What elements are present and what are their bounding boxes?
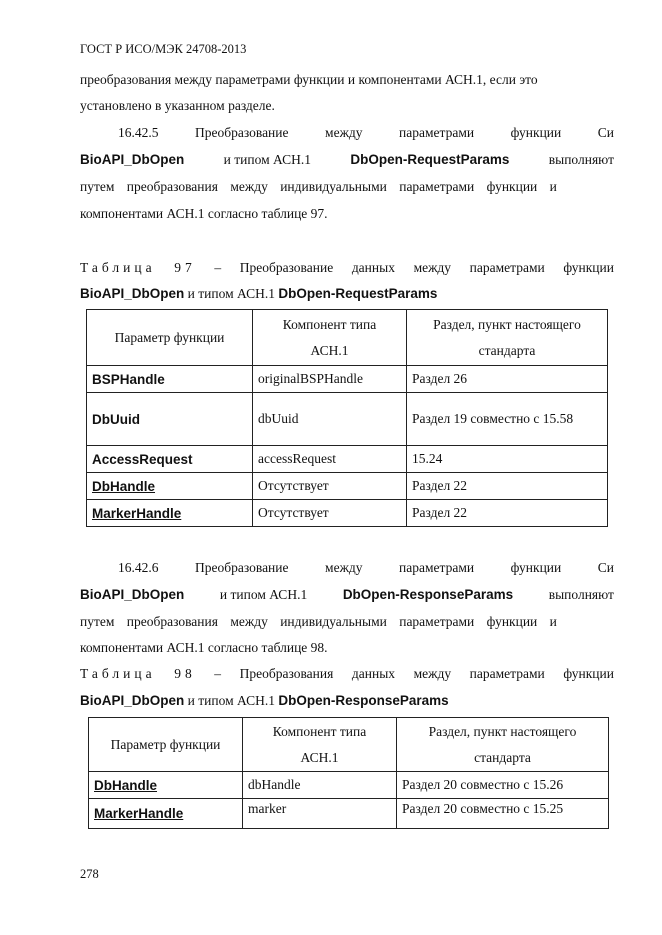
header-cell: Параметр функции (87, 310, 253, 366)
caption-word: между (413, 260, 452, 275)
clause-number: 16.42.6 (118, 560, 159, 575)
para2-line4: компонентами АСН.1 согласно таблице 97. (80, 206, 328, 221)
text: и типом АСН.1 (184, 286, 279, 301)
component-cell: dbHandle (243, 772, 397, 799)
caption-word: параметрами (469, 666, 545, 681)
header-cell: Раздел, пункт настоящего стандарта (397, 718, 609, 772)
text: путем преобразования между индивидуальными параметрами функции и (80, 179, 557, 194)
header-cell: Компонент типа АСН.1 (243, 718, 397, 772)
table97-caption (80, 259, 614, 277)
para1-line1 (80, 71, 614, 89)
table-row (87, 366, 608, 393)
caption-word: функции (563, 260, 614, 275)
component-cell: Отсутствует (253, 500, 407, 527)
word: функции (510, 560, 562, 575)
function-name: BioAPI_DbOpen (80, 587, 185, 602)
section-cell: Раздел 20 совместно с 15.25 (397, 799, 609, 829)
caption-word: данных (351, 666, 396, 681)
word: между (325, 125, 363, 140)
section-cell: Раздел 26 (407, 366, 608, 393)
para3-line3 (80, 613, 614, 631)
table-row (87, 393, 608, 446)
function-name: BioAPI_DbOpen (80, 152, 185, 167)
para2-line2 (80, 151, 614, 169)
table-header-row (87, 310, 608, 366)
component-cell: Отсутствует (253, 473, 407, 500)
component-cell: dbUuid (253, 393, 407, 446)
word: Преобразование (195, 125, 289, 140)
component-cell: accessRequest (253, 446, 407, 473)
header-cell: Раздел, пункт настоящего стандарта (407, 310, 608, 366)
type-name: DbOpen-ResponseParams (342, 587, 514, 602)
caption-word: – (214, 666, 222, 681)
caption-word: – (214, 260, 222, 275)
para2-line1 (118, 124, 614, 142)
table-header-row (89, 718, 609, 772)
para3-line2 (80, 586, 614, 604)
para2-line3 (80, 178, 614, 196)
section-cell: 15.24 (407, 446, 608, 473)
word: функции (510, 125, 562, 140)
clause-number: 16.42.5 (118, 125, 159, 140)
word: Си (597, 560, 614, 575)
text: выполняют (548, 152, 614, 167)
table-row (87, 473, 608, 500)
param-cell: DbHandle (89, 772, 243, 799)
caption-word: Преобразование (239, 260, 334, 275)
param-cell: MarkerHandle (89, 799, 243, 829)
param-cell: MarkerHandle (87, 500, 253, 527)
para3-line4: компонентами АСН.1 согласно таблице 98. (80, 640, 328, 655)
word: Преобразование (195, 560, 289, 575)
param-cell: DbHandle (87, 473, 253, 500)
text: и типом АСН.1 (184, 693, 279, 708)
caption-word: между (413, 666, 452, 681)
caption-word: Таблица (80, 260, 156, 275)
table-97 (86, 309, 608, 527)
param-cell: BSPHandle (87, 366, 253, 393)
table98-caption (80, 665, 614, 683)
caption-word: 97 (174, 260, 196, 275)
section-cell: Раздел 22 (407, 500, 608, 527)
section-cell: Раздел 19 совместно с 15.58 (407, 393, 608, 446)
type-name: DbOpen-RequestParams (350, 152, 510, 167)
text: и типом АСН.1 (223, 152, 311, 167)
para1-line1-text: преобразования между параметрами функции и компонентами АСН.1, если это (80, 72, 538, 87)
table98-caption-line2 (80, 692, 449, 710)
type-name: DbOpen-ResponseParams (278, 693, 449, 708)
caption-word: функции (563, 666, 614, 681)
component-cell: marker (243, 799, 397, 829)
page-number: 278 (80, 867, 99, 881)
caption-word: Таблица (80, 666, 156, 681)
para3-line1 (118, 559, 614, 577)
text: путем преобразования между индивидуальными параметрами функции и (80, 614, 557, 629)
caption-word: 98 (174, 666, 196, 681)
table-row (89, 772, 609, 799)
section-cell: Раздел 20 совместно с 15.26 (397, 772, 609, 799)
table-98 (88, 717, 609, 829)
section-cell: Раздел 22 (407, 473, 608, 500)
text: выполняют (548, 587, 614, 602)
word: между (325, 560, 363, 575)
table-row (87, 500, 608, 527)
function-name: BioAPI_DbOpen (80, 286, 185, 301)
component-cell: originalBSPHandle (253, 366, 407, 393)
word: параметрами (399, 560, 475, 575)
text: и типом АСН.1 (219, 587, 308, 602)
caption-word: Преобразования (239, 666, 334, 681)
function-name: BioAPI_DbOpen (80, 693, 185, 708)
param-cell: AccessRequest (87, 446, 253, 473)
word: Си (597, 125, 614, 140)
type-name: DbOpen-RequestParams (278, 286, 438, 301)
word: параметрами (399, 125, 475, 140)
table97-caption-line2 (80, 285, 437, 303)
para1-line2: установлено в указанном разделе. (80, 98, 275, 113)
caption-word: параметрами (469, 260, 545, 275)
header-cell: Компонент типа АСН.1 (253, 310, 407, 366)
table-row (87, 446, 608, 473)
caption-word: данных (351, 260, 395, 275)
table-row (89, 799, 609, 829)
page-header: ГОСТ Р ИСО/МЭК 24708-2013 (80, 42, 247, 56)
param-cell: DbUuid (87, 393, 253, 446)
header-cell: Параметр функции (89, 718, 243, 772)
